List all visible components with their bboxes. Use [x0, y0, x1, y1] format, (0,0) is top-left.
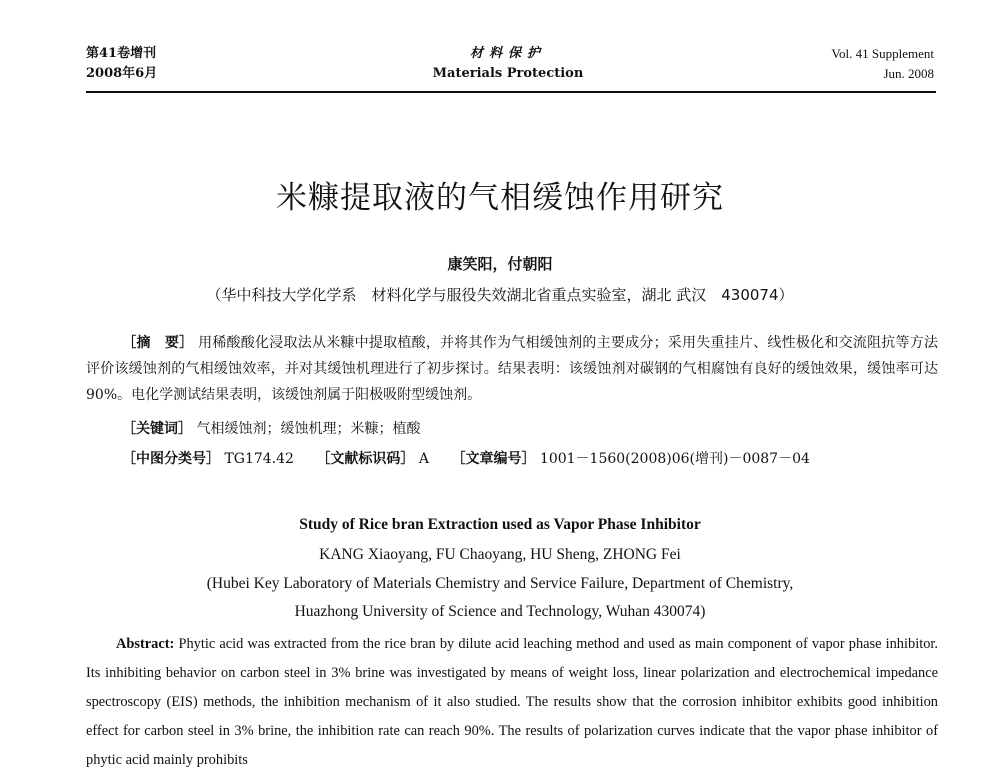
header-rule: [86, 91, 936, 93]
english-abstract-label: Abstract:: [116, 636, 175, 652]
english-abstract-text: Phytic acid was extracted from the rice bran by dilute acid leaching method and used as main component of vapor phase inhibitor. Its inhibiting behavior on carbon steel in 3% brine was investigated by means of weight loss, linear polarization and electrochemical impedance spectroscopy (EIS) methods, the inhibition mechanism of it also studied. The results show that the corrosion inhibitor exhibits good inhibition effect for carbon steel in 3% brine, the inhibition rate can reach 90%. The results of polarization curves indicate that the vapor phase inhibitor of phytic acid mainly prohibits: [86, 636, 938, 768]
cn-abstract: [86, 330, 938, 408]
english-affiliation-2: Huazhong University of Science and Technology, Wuhan 430074): [294, 603, 706, 620]
english-title: Study of Rice bran Extraction used as Vapor Phase Inhibitor: [299, 516, 701, 533]
cn-abstract-text: 用稀酸酸化浸取法从米糠中提取植酸，并将其作为气相缓蚀剂的主要成分；采用失重挂片、线性极化和交流阻抗等方法评价该缓蚀剂的气相缓蚀效率，并对其缓蚀机理进行了初步探讨。结果表明：该缓蚀剂对碳钢的气相腐蚀有良好的缓蚀效果，缓蚀率可达90%。电化学测试结果表明，该缓蚀剂属于阳极吸附型缓蚀剂。: [86, 335, 939, 403]
paper-title: 米糠提取液的气相缓蚀作用研究: [276, 180, 724, 216]
article-number-value: 1001－1560(2008)06(增刊)－0087－04: [539, 451, 810, 467]
journal-name-cn: 材料保护: [469, 46, 546, 61]
keywords-text: 气相缓蚀剂；缓蚀机理；米糠；植酸: [196, 421, 421, 437]
cn-abstract-label: ［摘 要］: [122, 335, 194, 351]
issue-volume: 第41卷增刊: [86, 46, 157, 61]
clc-label: ［中图分类号］: [122, 451, 220, 467]
english-affiliation-1: (Hubei Key Laboratory of Materials Chemistry and Service Failure, Department of Chemistry,: [206, 575, 794, 592]
english-abstract: [86, 630, 938, 775]
english-authors: KANG Xiaoyang, FU Chaoyang, HU Sheng, ZHONG Fei: [319, 546, 681, 563]
classification-line: [122, 448, 810, 468]
clc-value: TG174.42: [224, 451, 294, 467]
keywords-label: ［关键词］: [122, 421, 192, 437]
journal-volume-en: [831, 44, 934, 84]
author-names: 康笑阳，付朝阳: [447, 255, 553, 273]
date-en: Jun. 2008: [883, 66, 934, 81]
keywords-line: [122, 418, 420, 438]
doc-code-label: ［文献标识码］: [316, 451, 415, 467]
doc-code-value: A: [418, 451, 429, 467]
journal-name-en: Materials Protection: [432, 66, 584, 81]
volume-en: Vol. 41 Supplement: [831, 46, 934, 61]
affiliation: （华中科技大学化学系 材料化学与服役失效湖北省重点实验室，湖北 武汉 430074）: [206, 286, 794, 304]
journal-issue: [86, 44, 157, 84]
article-number-label: ［文章编号］: [451, 451, 536, 467]
issue-date: 2008年6月: [86, 66, 158, 81]
journal-name: [390, 44, 626, 84]
